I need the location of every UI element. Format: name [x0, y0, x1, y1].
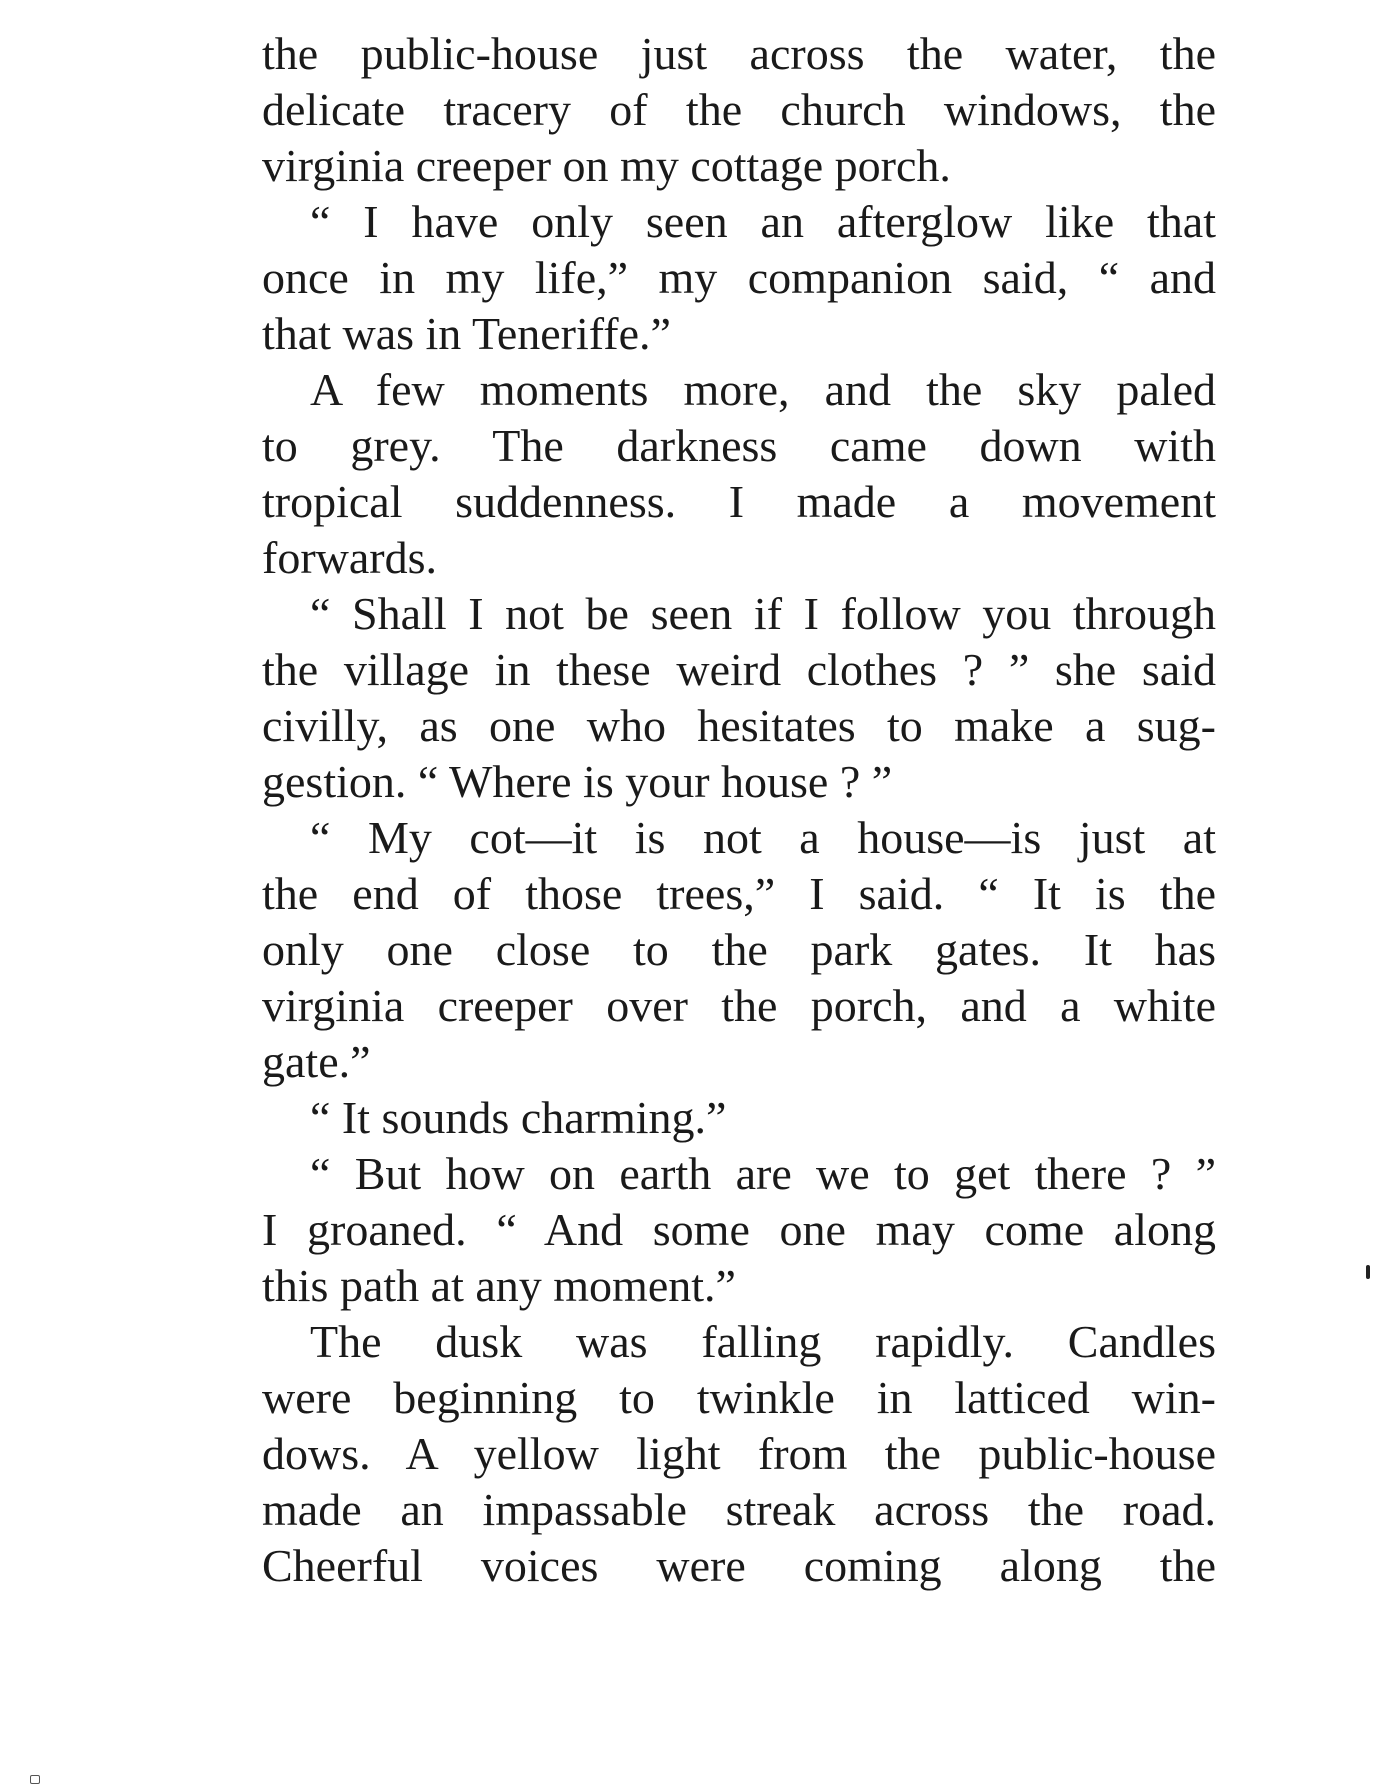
text-line: “ But how on earth are we to get there ? ”: [310, 1148, 1216, 1199]
text-line: “ Shall I not be seen if I follow you through: [310, 588, 1216, 639]
text-line: gestion. “ Where is your house ? ”: [262, 756, 893, 807]
text-line: the end of those trees,” I said. “ It is the: [262, 868, 1216, 919]
text-line: the village in these weird clothes ? ” she said: [262, 644, 1216, 695]
text-line: once in my life,” my companion said, “ and: [262, 252, 1216, 303]
text-line: “ It sounds charming.”: [310, 1092, 727, 1143]
text-line: dows. A yellow light from the public-house: [262, 1428, 1216, 1479]
ink-speck: [1366, 1265, 1370, 1279]
text-line: the public-house just across the water, the: [262, 28, 1216, 79]
text-line: to grey. The darkness came down with: [262, 420, 1216, 471]
text-line: were beginning to twinkle in latticed win-: [262, 1372, 1216, 1423]
text-line: Cheerful voices were coming along the: [262, 1540, 1216, 1591]
text-line: virginia creeper on my cottage porch.: [262, 140, 951, 191]
text-line: “ My cot—it is not a house—is just at: [310, 812, 1216, 863]
page-text: [262, 26, 1216, 1594]
text-line: I groaned. “ And some one may come along: [262, 1204, 1216, 1255]
text-line: “ I have only seen an afterglow like that: [310, 196, 1216, 247]
text-line: virginia creeper over the porch, and a white: [262, 980, 1216, 1031]
scan-artifact: [30, 1775, 40, 1784]
text-line: that was in Teneriffe.”: [262, 308, 671, 359]
text-line: The dusk was falling rapidly. Candles: [310, 1316, 1216, 1367]
text-line: forwards.: [262, 532, 437, 583]
text-line: gate.”: [262, 1036, 371, 1087]
text-line: A few moments more, and the sky paled: [310, 364, 1216, 415]
text-line: made an impassable streak across the road.: [262, 1484, 1216, 1535]
text-line: only one close to the park gates. It has: [262, 924, 1216, 975]
text-line: delicate tracery of the church windows, the: [262, 84, 1216, 135]
text-line: tropical suddenness. I made a movement: [262, 476, 1216, 527]
text-line: this path at any moment.”: [262, 1260, 736, 1311]
text-line: civilly, as one who hesitates to make a sug-: [262, 700, 1216, 751]
